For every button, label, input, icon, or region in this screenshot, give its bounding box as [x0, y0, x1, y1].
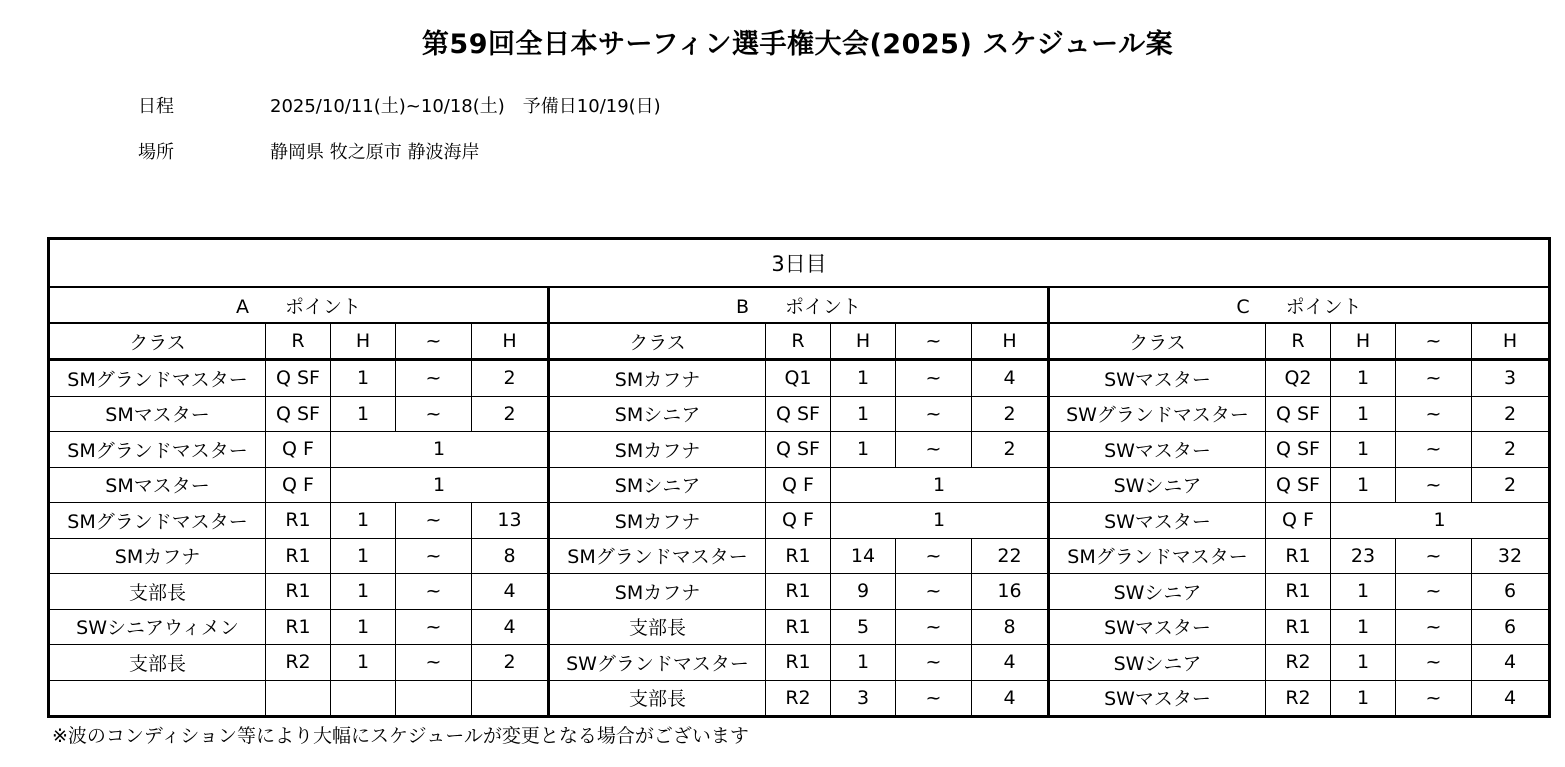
- heat-from-cell: 1: [331, 609, 396, 645]
- location-value: 静岡県 牧之原市 静波海岸: [270, 142, 480, 163]
- heat-from-cell: 1: [331, 396, 396, 432]
- table-row: [49, 467, 1550, 503]
- round-cell: [266, 680, 331, 717]
- tilde-cell: ~: [1396, 396, 1472, 432]
- round-cell: R2: [766, 680, 831, 717]
- heat-to-cell: 32: [1472, 538, 1550, 574]
- round-cell: Q F: [766, 503, 831, 539]
- heat-to-cell: 4: [972, 360, 1049, 397]
- heat-to-cell: 8: [972, 609, 1049, 645]
- heat-single-cell: 1: [831, 503, 1049, 539]
- heat-to-cell: 2: [1472, 467, 1550, 503]
- class-cell: SMカフナ: [49, 538, 266, 574]
- class-cell: SWシニア: [1049, 467, 1266, 503]
- table-row: [49, 360, 1550, 397]
- tilde-cell: ~: [1396, 609, 1472, 645]
- point-letter: B: [735, 295, 750, 318]
- tilde-cell: [396, 680, 472, 717]
- class-cell: SMカフナ: [549, 360, 766, 397]
- location-label: 場所: [138, 142, 174, 163]
- round-cell: R1: [1266, 609, 1331, 645]
- point-letter: A: [235, 295, 249, 318]
- round-cell: Q F: [1266, 503, 1331, 539]
- round-cell: R1: [1266, 538, 1331, 574]
- class-cell: SWマスター: [1049, 609, 1266, 645]
- heat-to-cell: 4: [1472, 680, 1550, 717]
- day-header: 3日目: [49, 239, 1550, 288]
- class-cell: SWマスター: [1049, 503, 1266, 539]
- heat-to-cell: 6: [1472, 609, 1550, 645]
- tilde-cell: ~: [896, 396, 972, 432]
- class-cell: [49, 680, 266, 717]
- round-cell: Q SF: [766, 396, 831, 432]
- round-header: R: [266, 323, 331, 360]
- round-cell: R1: [266, 503, 331, 539]
- heat-to-cell: 2: [1472, 396, 1550, 432]
- heat-to-cell: 8: [472, 538, 549, 574]
- round-cell: R1: [766, 574, 831, 610]
- heat-to-cell: 3: [1472, 360, 1550, 397]
- round-cell: R1: [266, 574, 331, 610]
- class-header: クラス: [1049, 323, 1266, 360]
- point-label: ポイント: [284, 295, 361, 318]
- schedule-table: [47, 237, 1551, 718]
- round-cell: Q F: [266, 467, 331, 503]
- heat-from-cell: 1: [1331, 609, 1396, 645]
- schedule-value: 2025/10/11(土)~10/18(土) 予備日10/19(日): [270, 96, 661, 117]
- heat-to-cell: 2: [972, 396, 1049, 432]
- class-cell: SWグランドマスター: [1049, 396, 1266, 432]
- heat-to-header: H: [972, 323, 1049, 360]
- class-cell: SWシニア: [1049, 574, 1266, 610]
- tilde-cell: ~: [1396, 432, 1472, 468]
- class-cell: SMグランドマスター: [1049, 538, 1266, 574]
- heat-from-cell: 1: [1331, 360, 1396, 397]
- heat-from-cell: 1: [1331, 645, 1396, 681]
- heat-to-cell: [472, 680, 549, 717]
- heat-from-cell: 1: [331, 503, 396, 539]
- class-cell: SWマスター: [1049, 680, 1266, 717]
- round-cell: Q SF: [266, 360, 331, 397]
- class-cell: SMカフナ: [549, 574, 766, 610]
- heat-from-cell: 1: [1331, 432, 1396, 468]
- class-cell: SMグランドマスター: [549, 538, 766, 574]
- tilde-cell: ~: [896, 645, 972, 681]
- round-header: R: [1266, 323, 1331, 360]
- class-cell: SMマスター: [49, 396, 266, 432]
- class-header: クラス: [49, 323, 266, 360]
- class-cell: SMカフナ: [549, 432, 766, 468]
- heat-to-cell: 4: [1472, 645, 1550, 681]
- table-row: [49, 538, 1550, 574]
- round-cell: Q SF: [1266, 467, 1331, 503]
- round-cell: R2: [1266, 645, 1331, 681]
- tilde-cell: ~: [896, 360, 972, 397]
- class-cell: 支部長: [549, 680, 766, 717]
- class-header: クラス: [549, 323, 766, 360]
- table-row: [49, 680, 1550, 717]
- heat-from-cell: 5: [831, 609, 896, 645]
- round-cell: Q SF: [766, 432, 831, 468]
- round-cell: Q SF: [1266, 396, 1331, 432]
- tilde-cell: ~: [396, 538, 472, 574]
- class-cell: SMグランドマスター: [49, 360, 266, 397]
- tilde-cell: ~: [396, 360, 472, 397]
- table-row: [49, 396, 1550, 432]
- heat-from-header: H: [831, 323, 896, 360]
- heat-from-cell: 1: [831, 432, 896, 468]
- heat-from-header: H: [1331, 323, 1396, 360]
- heat-to-header: H: [1472, 323, 1550, 360]
- class-cell: SWシニアウィメン: [49, 609, 266, 645]
- tilde-cell: ~: [896, 538, 972, 574]
- table-row: [49, 503, 1550, 539]
- page-title: 第59回全日本サーフィン選手権大会(2025) スケジュール案: [421, 29, 1174, 60]
- heat-to-header: H: [472, 323, 549, 360]
- class-cell: SMカフナ: [549, 503, 766, 539]
- point-group-header: [549, 287, 1049, 323]
- heat-to-cell: 2: [472, 360, 549, 397]
- heat-from-cell: 1: [331, 538, 396, 574]
- heat-to-cell: 4: [472, 609, 549, 645]
- heat-to-cell: 2: [972, 432, 1049, 468]
- round-cell: R1: [1266, 574, 1331, 610]
- heat-to-cell: 2: [472, 396, 549, 432]
- round-cell: Q2: [1266, 360, 1331, 397]
- class-cell: SWシニア: [1049, 645, 1266, 681]
- class-cell: SMグランドマスター: [49, 432, 266, 468]
- heat-single-cell: 1: [1331, 503, 1550, 539]
- heat-from-cell: 1: [331, 360, 396, 397]
- class-cell: SWグランドマスター: [549, 645, 766, 681]
- tilde-cell: ~: [896, 432, 972, 468]
- point-group-header: [49, 287, 549, 323]
- point-letter: C: [1236, 295, 1250, 318]
- heat-to-cell: 16: [972, 574, 1049, 610]
- heat-from-cell: 1: [1331, 680, 1396, 717]
- class-cell: SWマスター: [1049, 360, 1266, 397]
- heat-from-cell: 1: [831, 396, 896, 432]
- heat-to-cell: 2: [472, 645, 549, 681]
- tilde-cell: ~: [1396, 360, 1472, 397]
- round-cell: Q SF: [1266, 432, 1331, 468]
- heat-single-cell: 1: [331, 467, 549, 503]
- heat-from-cell: 1: [831, 645, 896, 681]
- tilde-cell: ~: [1396, 538, 1472, 574]
- round-cell: Q F: [266, 432, 331, 468]
- heat-to-cell: 2: [1472, 432, 1550, 468]
- tilde-cell: ~: [1396, 680, 1472, 717]
- tilde-header: ~: [1396, 323, 1472, 360]
- tilde-cell: ~: [896, 680, 972, 717]
- heat-from-cell: 1: [1331, 396, 1396, 432]
- table-row: [49, 645, 1550, 681]
- heat-from-cell: 1: [1331, 574, 1396, 610]
- round-cell: Q SF: [266, 396, 331, 432]
- tilde-cell: ~: [1396, 574, 1472, 610]
- heat-to-cell: 4: [972, 645, 1049, 681]
- heat-single-cell: 1: [331, 432, 549, 468]
- tilde-cell: ~: [896, 609, 972, 645]
- heat-from-header: H: [331, 323, 396, 360]
- class-cell: SMグランドマスター: [49, 503, 266, 539]
- tilde-cell: ~: [396, 396, 472, 432]
- heat-from-cell: 1: [1331, 467, 1396, 503]
- round-cell: R1: [766, 609, 831, 645]
- point-group-header: [1049, 287, 1550, 323]
- heat-from-cell: 1: [831, 360, 896, 397]
- heat-to-cell: 13: [472, 503, 549, 539]
- tilde-header: ~: [396, 323, 472, 360]
- heat-from-cell: 14: [831, 538, 896, 574]
- class-cell: SMシニア: [549, 396, 766, 432]
- class-cell: SMシニア: [549, 467, 766, 503]
- point-label: ポイント: [1285, 295, 1362, 318]
- heat-to-cell: 6: [1472, 574, 1550, 610]
- heat-to-cell: 4: [972, 680, 1049, 717]
- class-cell: SWマスター: [1049, 432, 1266, 468]
- heat-from-cell: 9: [831, 574, 896, 610]
- heat-single-cell: 1: [831, 467, 1049, 503]
- tilde-header: ~: [896, 323, 972, 360]
- table-row: [49, 574, 1550, 610]
- heat-from-cell: 23: [1331, 538, 1396, 574]
- tilde-cell: ~: [1396, 467, 1472, 503]
- footnote: ※波のコンディション等により大幅にスケジュールが変更となる場合がございます: [52, 725, 749, 747]
- tilde-cell: ~: [896, 574, 972, 610]
- tilde-cell: ~: [396, 574, 472, 610]
- tilde-cell: ~: [1396, 645, 1472, 681]
- class-cell: 支部長: [49, 645, 266, 681]
- tilde-cell: ~: [396, 503, 472, 539]
- table-row: [49, 609, 1550, 645]
- round-header: R: [766, 323, 831, 360]
- heat-to-cell: 4: [472, 574, 549, 610]
- class-cell: 支部長: [549, 609, 766, 645]
- table-row: [49, 432, 1550, 468]
- class-cell: 支部長: [49, 574, 266, 610]
- tilde-cell: ~: [396, 609, 472, 645]
- tilde-cell: ~: [396, 645, 472, 681]
- heat-from-cell: 1: [331, 645, 396, 681]
- heat-from-cell: 1: [331, 574, 396, 610]
- heat-from-cell: 3: [831, 680, 896, 717]
- heat-from-cell: [331, 680, 396, 717]
- round-cell: R2: [1266, 680, 1331, 717]
- class-cell: SMマスター: [49, 467, 266, 503]
- point-label: ポイント: [785, 295, 862, 318]
- round-cell: R1: [266, 538, 331, 574]
- heat-to-cell: 22: [972, 538, 1049, 574]
- round-cell: Q F: [766, 467, 831, 503]
- round-cell: R1: [766, 538, 831, 574]
- round-cell: R2: [266, 645, 331, 681]
- round-cell: R1: [766, 645, 831, 681]
- round-cell: Q1: [766, 360, 831, 397]
- round-cell: R1: [266, 609, 331, 645]
- schedule-label: 日程: [138, 96, 174, 117]
